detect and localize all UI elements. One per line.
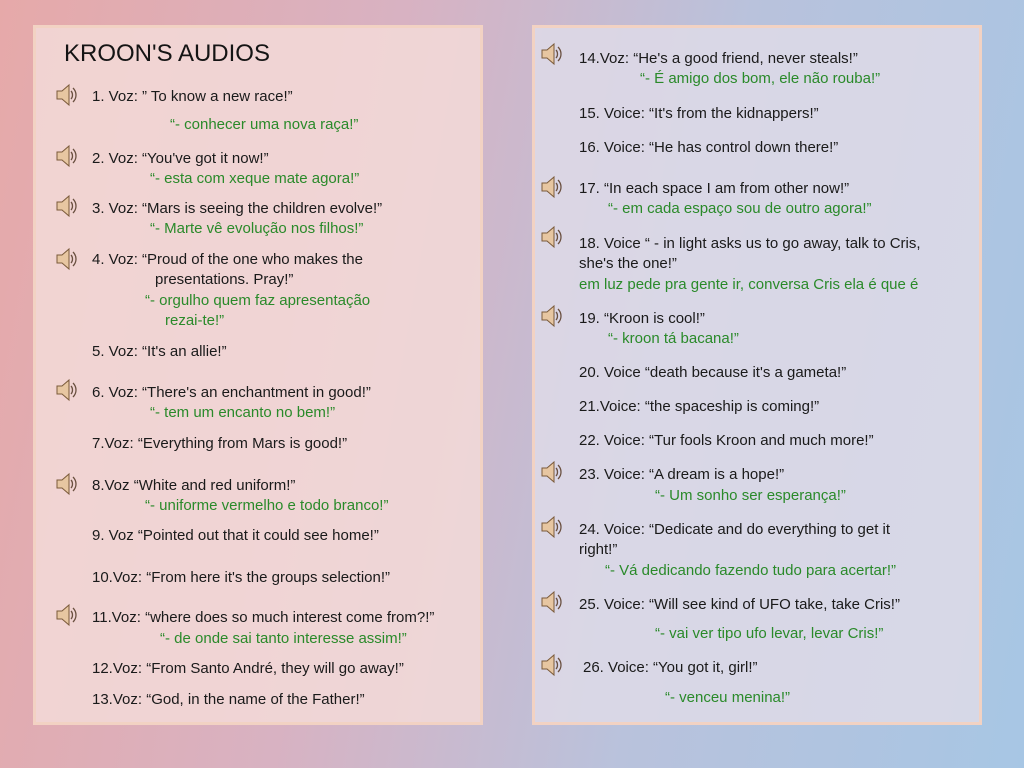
speaker-icon[interactable]	[540, 224, 562, 250]
audio-14-portuguese: “- É amigo dos bom, ele não rouba!”	[640, 70, 881, 87]
audio-25-portuguese: “- vai ver tipo ufo levar, levar Cris!”	[655, 625, 884, 642]
audio-26-english: 26. Voice: “You got it, girl!”	[583, 659, 758, 676]
speaker-icon[interactable]	[55, 143, 77, 169]
audio-14-english: 14.Voz: “He's a good friend, never steals!”	[579, 50, 858, 67]
audio-19-portuguese: “- kroon tá bacana!”	[608, 330, 739, 347]
audio-17-english: 17. “In each space I am from other now!”	[579, 180, 850, 197]
speaker-icon[interactable]	[55, 471, 77, 497]
audio-20-english: 20. Voice “death because it's a gameta!”	[579, 364, 847, 381]
audio-16-english: 16. Voice: “He has control down there!”	[579, 139, 839, 156]
speaker-icon[interactable]	[540, 174, 562, 200]
audio-26-portuguese: “- venceu menina!”	[665, 689, 791, 706]
audio-4-portuguese: “- orgulho quem faz apresentação	[145, 292, 371, 309]
audio-18-english: 18. Voice “ - in light asks us to go away, talk to Cris,	[579, 235, 921, 252]
audio-2-english: 2. Voz: “You've got it now!”	[92, 150, 269, 167]
audio-24-portuguese: “- Vá dedicando fazendo tudo para acertar!”	[605, 562, 897, 579]
audio-25-english: 25. Voice: “Will see kind of UFO take, take Cris!”	[579, 596, 900, 613]
speaker-icon[interactable]	[540, 589, 562, 615]
speaker-icon[interactable]	[55, 602, 77, 628]
speaker-icon[interactable]	[540, 303, 562, 329]
audio-17-portuguese: “- em cada espaço sou de outro agora!”	[608, 200, 872, 217]
audio-3-portuguese: “- Marte vê evolução nos filhos!”	[150, 220, 364, 237]
audio-5-english: 5. Voz: “It's an allie!”	[92, 343, 227, 360]
audio-7-english: 7.Voz: “Everything from Mars is good!”	[92, 435, 348, 452]
audio-10-english: 10.Voz: “From here it's the groups selection!”	[92, 569, 391, 586]
audio-15-english: 15. Voice: “It's from the kidnappers!”	[579, 105, 819, 122]
audio-6-portuguese: “- tem um encanto no bem!”	[150, 404, 336, 421]
speaker-icon[interactable]	[55, 193, 77, 219]
audio-12-english: 12.Voz: “From Santo André, they will go away!”	[92, 660, 404, 677]
speaker-icon[interactable]	[540, 652, 562, 678]
audio-24-english-cont: right!”	[579, 541, 618, 558]
audio-18-english-cont: she's the one!”	[579, 255, 677, 272]
audio-19-english: 19. “Kroon is cool!”	[579, 310, 705, 327]
audio-4-english-cont: presentations. Pray!”	[155, 271, 294, 288]
speaker-icon[interactable]	[540, 459, 562, 485]
audio-6-english: 6. Voz: “There's an enchantment in good!”	[92, 384, 371, 401]
audio-18-portuguese: em luz pede pra gente ir, conversa Cris ela é que é	[579, 276, 919, 293]
audio-24-english: 24. Voice: “Dedicate and do everything to get it	[579, 521, 891, 538]
audio-1-english: 1. Voz: ” To know a new race!”	[92, 88, 293, 105]
audio-4-english: 4. Voz: “Proud of the one who makes the	[92, 251, 363, 268]
speaker-icon[interactable]	[540, 41, 562, 67]
speaker-icon[interactable]	[55, 82, 77, 108]
speaker-icon[interactable]	[55, 246, 77, 272]
audio-21-english: 21.Voice: “the spaceship is coming!”	[579, 398, 820, 415]
audio-11-portuguese: “- de onde sai tanto interesse assim!”	[160, 630, 407, 647]
audio-23-portuguese: “- Um sonho ser esperança!”	[655, 487, 846, 504]
audio-8-english: 8.Voz “White and red uniform!”	[92, 477, 296, 494]
audio-8-portuguese: “- uniforme vermelho e todo branco!”	[145, 497, 389, 514]
audio-3-english: 3. Voz: “Mars is seeing the children evolve!”	[92, 200, 383, 217]
audio-1-portuguese: “- conhecer uma nova raça!”	[170, 116, 359, 133]
audio-9-english: 9. Voz “Pointed out that it could see home!”	[92, 527, 379, 544]
audio-23-english: 23. Voice: “A dream is a hope!”	[579, 466, 785, 483]
audio-22-english: 22. Voice: “Tur fools Kroon and much more!”	[579, 432, 874, 449]
page-title: KROON'S AUDIOS	[64, 40, 270, 67]
audio-4-portuguese-cont: rezai-te!”	[165, 312, 225, 329]
audio-11-english: 11.Voz: “where does so much interest come from?!”	[92, 609, 435, 626]
speaker-icon[interactable]	[55, 377, 77, 403]
audio-2-portuguese: “- esta com xeque mate agora!”	[150, 170, 360, 187]
audio-13-english: 13.Voz: “God, in the name of the Father!”	[92, 691, 365, 708]
speaker-icon[interactable]	[540, 514, 562, 540]
